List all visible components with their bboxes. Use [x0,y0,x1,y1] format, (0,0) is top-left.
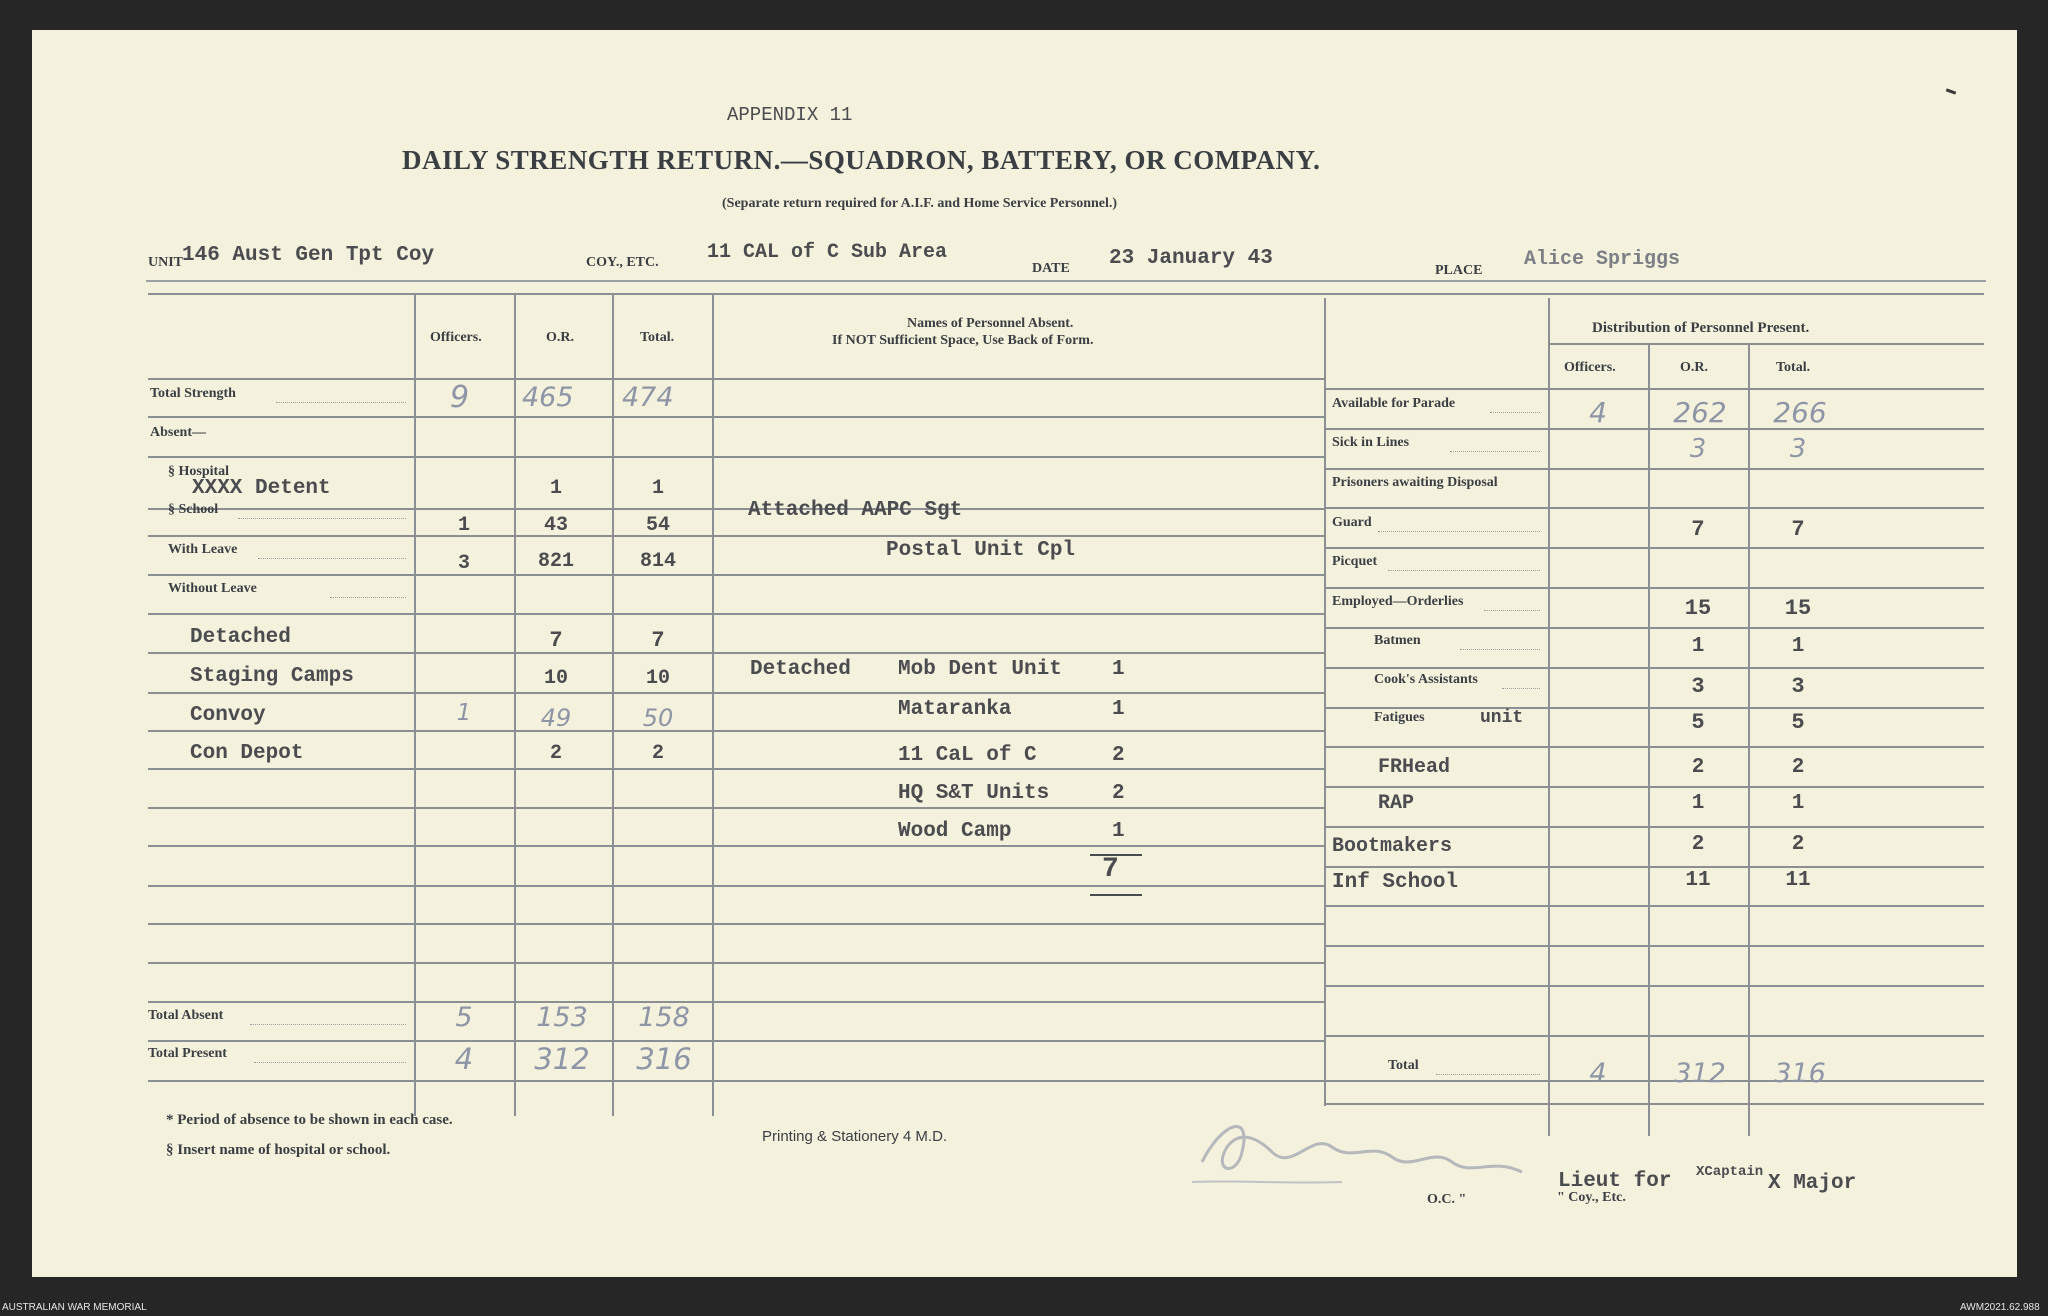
bootmakers-label: Bootmakers [1332,835,1453,858]
employed-total: 15 [1784,596,1812,621]
staging-total: 10 [645,667,670,690]
row-line [1324,1080,1984,1082]
dot-leader [254,1062,406,1063]
row-line [148,768,1324,770]
detached-entry-name: HQ S&T Units [898,782,1050,805]
table-header-bottom-left [148,378,1324,380]
place-label: PLACE [1435,263,1483,278]
rank-text: Lieut for [1558,1170,1672,1193]
col-line-or [514,293,516,1116]
dist-total-total: 316 [1774,1058,1826,1089]
detached-entry-name: 11 CaL of C [898,744,1037,767]
cooks-or: 3 [1691,674,1705,699]
dot-leader [1490,412,1540,413]
row-line [1324,826,1984,828]
batmen-total: 1 [1791,635,1805,658]
con-depot-label: Con Depot [190,742,304,765]
detached-text: Detached [750,658,851,681]
hospital-label: § Hospital [168,464,230,479]
col-line-total [612,293,614,1116]
detached-entry-name: Mob Dent Unit [898,658,1062,681]
dot-leader [276,402,406,403]
footnote-hospital: § Insert name of hospital or school. [166,1142,391,1158]
dist-header-officers: Officers. [1564,360,1616,375]
row-line [148,1040,1324,1042]
inf-school-label: Inf School [1332,871,1459,894]
row-line [1324,866,1984,868]
total-absent-total: 158 [638,1002,690,1033]
detached-entry-count: 1 [1112,698,1125,721]
row-line [148,652,1324,654]
batmen-label: Batmen [1374,633,1421,648]
rap-label: RAP [1378,792,1415,815]
col-line-names [712,293,714,1116]
fatigues-label: Fatigues [1374,710,1425,725]
row-line [148,692,1324,694]
form-title: DAILY STRENGTH RETURN.—SQUADRON, BATTERY, OR COMPANY. [402,145,1321,175]
row-line [1324,547,1984,549]
header-or: O.R. [546,330,574,345]
prisoners-label: Prisoners awaiting Disposal [1332,475,1498,490]
row-line [148,508,1324,510]
total-strength-label: Total Strength [150,386,236,401]
row-line [1324,468,1984,470]
sick-or: 3 [1689,434,1707,464]
row-line [148,885,1324,887]
sum-underline [1090,894,1142,896]
detached-entry-name: Mataranka [898,698,1012,721]
row-line [148,456,1324,458]
row-line [1324,905,1984,907]
dot-leader [1502,688,1540,689]
col-line-distribution [1324,298,1326,1106]
col-line-dist-officers [1548,298,1550,1136]
row-line [148,730,1324,732]
dot-leader [1450,451,1540,452]
total-absent-officers: 5 [455,1002,473,1033]
con-depot-or: 2 [549,742,562,765]
dot-leader [1378,531,1540,532]
available-officers: 4 [1589,396,1607,429]
rap-or: 1 [1691,792,1705,815]
row-line [1324,746,1984,748]
hospital-or: 1 [549,477,562,500]
detached-entry-count: 2 [1112,744,1125,767]
available-or: 262 [1673,396,1727,429]
with-leave-total: 814 [639,550,676,573]
row-line [148,962,1324,964]
header-total: Total. [640,330,675,345]
total-absent-or: 153 [536,1002,588,1033]
staging-label: Staging Camps [190,665,354,688]
coy-value: 11 CAL of C Sub Area [707,241,948,264]
dot-leader [250,1024,406,1025]
captain-struck: XCaptain [1696,1164,1764,1180]
cooks-label: Cook's Assistants [1374,672,1478,687]
convoy-total: 50 [642,704,674,732]
frhead-total: 2 [1791,756,1805,779]
con-depot-total: 2 [651,742,664,765]
table-top-line [148,293,1984,295]
attached-text: Attached AAPC Sgt [748,499,963,522]
row-line [1324,507,1984,509]
dist-total-or: 312 [1674,1058,1726,1089]
row-line [1324,945,1984,947]
school-officers: 1 [457,514,470,537]
without-leave-label: Without Leave [168,581,257,596]
dot-leader [1388,570,1540,571]
unit-line [146,280,1986,282]
distribution-header-line [1550,343,1984,345]
hospital-typed: XXXX Detent [192,477,331,500]
row-line [148,1080,1324,1082]
convoy-label: Convoy [190,704,266,727]
absent-label: Absent— [150,425,207,440]
detached-or: 7 [549,628,563,653]
detached-entry-count: 2 [1112,782,1125,805]
col-line-dist-total [1748,343,1750,1136]
row-line [1324,428,1984,430]
date-value: 23 January 43 [1109,247,1273,270]
printer-note: Printing & Stationery 4 M.D. [762,1128,948,1145]
col-line-officers [414,293,416,1116]
col-line-dist-or [1648,343,1650,1136]
total-strength-total: 474 [622,382,674,413]
names-header-line1: Names of Personnel Absent. [907,316,1074,331]
available-total: 266 [1773,396,1827,429]
dist-header-total: Total. [1776,360,1811,375]
coy-label: COY., ETC. [586,255,659,270]
total-present-total: 316 [636,1042,692,1076]
major-text: X Major [1768,1172,1857,1195]
guard-label: Guard [1332,515,1372,530]
fatigues-total: 5 [1791,710,1805,735]
dot-leader [1436,1074,1540,1075]
footer-right: AWM2021.62.988 [1960,1302,2040,1313]
frhead-label: FRHead [1378,756,1451,779]
header-officers: Officers. [430,330,482,345]
rap-total: 1 [1791,792,1805,815]
fatigues-typed: unit [1480,708,1524,728]
distribution-header: Distribution of Personnel Present. [1592,320,1810,336]
dist-total-label: Total [1388,1058,1419,1073]
form-subtitle: (Separate return required for A.I.F. and Home Service Personnel.) [722,196,1118,211]
with-leave-or: 821 [537,550,574,573]
total-strength-or: 465 [522,382,574,413]
row-line [1324,627,1984,629]
detached-sum: 7 [1102,854,1119,885]
total-absent-label: Total Absent [148,1008,224,1023]
postal-text: Postal Unit Cpl [886,539,1076,562]
bootmakers-or: 2 [1691,833,1705,856]
row-line [1324,786,1984,788]
row-line [148,923,1324,925]
detached-entry-count: 1 [1112,820,1125,843]
school-or: 43 [543,514,568,537]
hospital-total: 1 [651,477,664,500]
row-line [1324,1035,1984,1037]
row-line [148,845,1324,847]
frhead-or: 2 [1691,756,1705,779]
convoy-officers: 1 [456,700,472,726]
with-leave-label: With Leave [168,542,238,557]
total-present-officers: 4 [454,1042,474,1076]
unit-value: 146 Aust Gen Tpt Coy [182,244,435,267]
picquet-label: Picquet [1332,554,1378,569]
footer-left: AUSTRALIAN WAR MEMORIAL [2,1302,147,1313]
row-line [148,613,1324,615]
dot-leader [238,518,406,519]
row-line [148,807,1324,809]
detached-entry-name: Wood Camp [898,820,1012,843]
dist-total-officers: 4 [1589,1058,1607,1089]
with-leave-officers: 3 [457,552,470,575]
appendix-label: APPENDIX 11 [727,104,853,126]
guard-or: 7 [1691,517,1705,542]
detached-total: 7 [651,628,665,653]
oc-label: O.C. " [1427,1192,1467,1207]
place-value: Alice Spriggs [1524,248,1681,271]
employed-or: 15 [1684,596,1712,621]
dot-leader [258,558,406,559]
row-line [1324,985,1984,987]
dot-leader [1460,649,1540,650]
bootmakers-total: 2 [1791,833,1805,856]
row-line [1324,707,1984,709]
table-header-bottom-right [1324,388,1984,390]
school-label: § School [168,502,219,517]
total-present-label: Total Present [148,1046,227,1061]
school-total: 54 [645,514,670,537]
cooks-total: 3 [1791,674,1805,699]
inf-school-or: 11 [1685,869,1711,892]
sick-total: 3 [1789,434,1807,464]
signature-scrawl [1182,1102,1542,1212]
staging-or: 10 [543,667,568,690]
total-present-or: 312 [534,1042,590,1076]
fatigues-or: 5 [1691,710,1705,735]
row-line [148,574,1324,576]
dot-leader [330,597,406,598]
row-line [1324,667,1984,669]
available-label: Available for Parade [1332,396,1456,411]
dist-header-or: O.R. [1680,360,1708,375]
total-strength-officers: 9 [450,380,470,415]
inf-school-total: 11 [1785,869,1811,892]
date-label: DATE [1032,261,1070,276]
names-header-line2: If NOT Sufficient Space, Use Back of Form. [832,333,1094,348]
batmen-or: 1 [1691,635,1705,658]
sick-label: Sick in Lines [1332,435,1410,450]
employed-label: Employed—Orderlies [1332,594,1464,609]
detached-label: Detached [190,626,291,649]
document-sheet [32,30,2017,1277]
detached-entry-count: 1 [1112,658,1125,681]
convoy-or: 49 [540,704,572,732]
dot-leader [1484,610,1540,611]
row-line [1324,587,1984,589]
guard-total: 7 [1791,517,1805,542]
footnote-period: * Period of absence to be shown in each case. [166,1112,453,1128]
row-line [148,535,1324,537]
unit-label: UNIT [148,255,184,270]
coy-etc-label: " Coy., Etc. [1557,1190,1626,1205]
staple-mark [1946,88,1956,94]
row-line [148,1001,1324,1003]
row-line [148,416,1324,418]
